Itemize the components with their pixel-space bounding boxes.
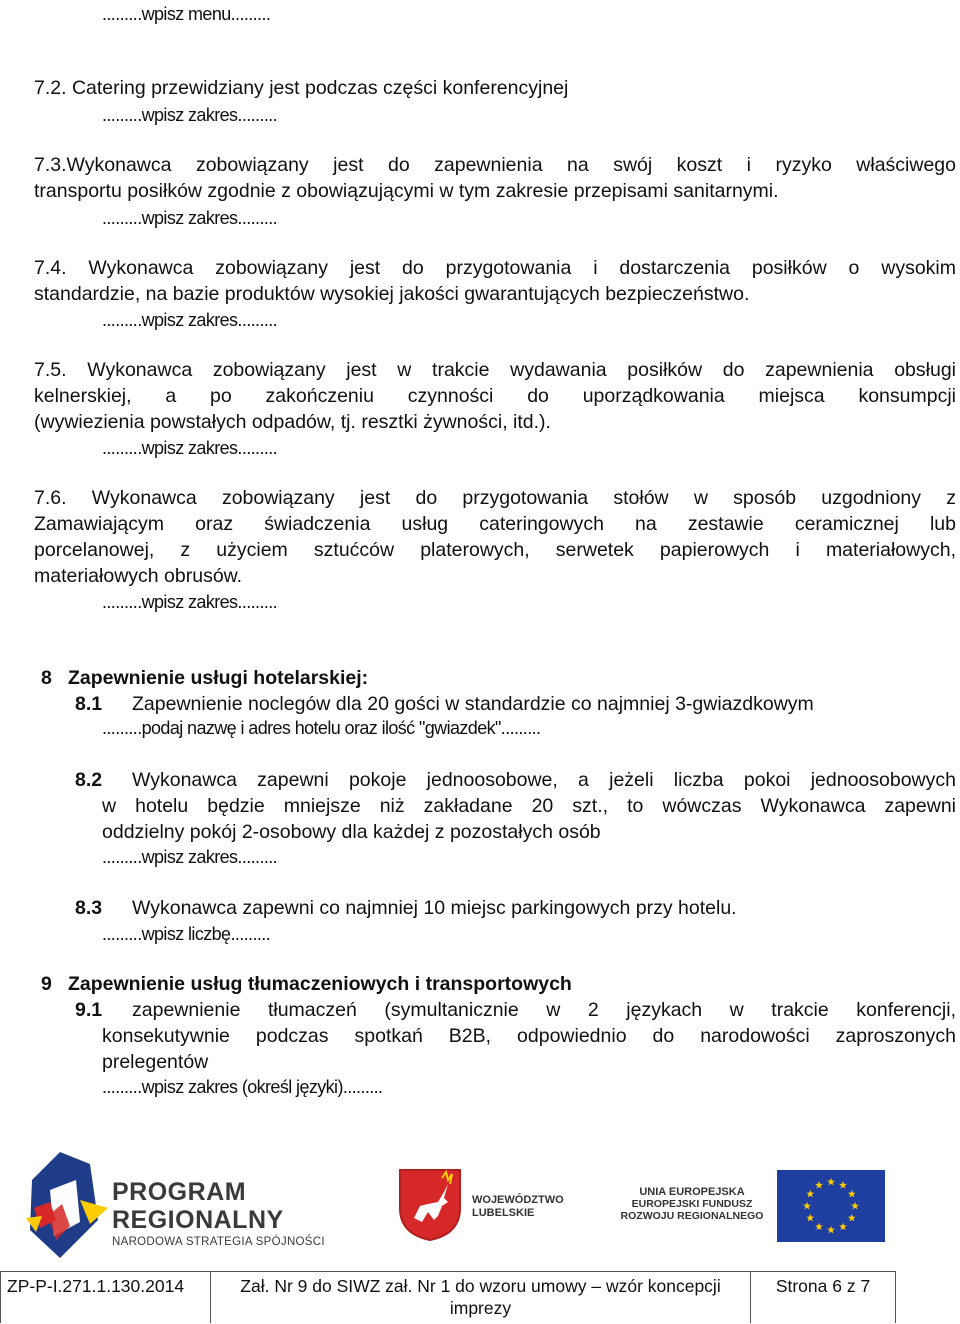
footer-ref: ZP-P-I.271.1.130.2014 — [7, 1276, 185, 1296]
item-number-major: 8. — [75, 693, 92, 715]
section-7-4-line1 — [34, 255, 956, 281]
fill-placeholder: .........wpisz zakres (określ języki)......... — [102, 1077, 383, 1097]
item-text: prelegentów — [102, 1051, 209, 1073]
item-number — [75, 895, 115, 921]
fill-placeholder: .........podaj nazwę i adres hotelu oraz ilość "gwiazdek"......... — [102, 718, 541, 738]
footer-middle-cell — [210, 1271, 751, 1323]
section-text: Wykonawca zobowiązany jest do przygotowania stołów w sposób uzgodniony z — [91, 487, 956, 509]
ue-line1: UNIA EUROPEJSKA — [639, 1186, 745, 1198]
section-8-number: 8 — [41, 667, 52, 689]
item-text: w hotelu będzie mniejsze niż zakładane 20 szt., to wówczas Wykonawca zapewni — [102, 795, 956, 817]
fill-placeholder: .........wpisz zakres......... — [102, 592, 278, 612]
section-text: Catering przewidziany jest podczas części konferencyjnej — [71, 77, 569, 99]
section-8-title: Zapewnienie usługi hotelarskiej: — [68, 667, 369, 689]
section-number: 7.3. — [34, 154, 67, 176]
section-text: Wykonawca zobowiązany jest do przygotowania i dostarczenia posiłków o wysokim — [88, 257, 956, 279]
eu-flag-icon — [777, 1170, 885, 1242]
footer-middle-line1: Zał. Nr 9 do SIWZ zał. Nr 1 do wzoru umowy – wzór koncepcji — [240, 1276, 721, 1296]
fill-placeholder: .........wpisz zakres......... — [102, 208, 278, 228]
section-text: Wykonawca zobowiązany jest do zapewnienia na swój koszt i ryzyko właściwego — [66, 154, 956, 176]
section-7-6-line1 — [34, 485, 956, 511]
footer-middle-line2: imprezy — [449, 1298, 512, 1318]
fill-placeholder: .........wpisz zakres......... — [102, 105, 278, 125]
section-number: 7.6. — [34, 487, 67, 509]
section-7-6-line2: Zamawiającym oraz świadczenia usług cateringowych na zestawie ceramicznej lub — [34, 513, 956, 535]
section-7-3-line2: transportu posiłków zgodnie z obowiązującymi w tym zakresie przepisami sanitarnymi. — [34, 180, 779, 202]
section-7-4-line2: standardzie, na bazie produktów wysokiej jakości gwarantujących bezpieczeństwo. — [34, 283, 750, 305]
ue-line2: EUROPEJSKI FUNDUSZ — [631, 1198, 753, 1210]
woj-line2: LUBELSKIE — [472, 1207, 535, 1219]
fill-placeholder: .........wpisz menu......... — [102, 4, 271, 24]
item-number-major: 8. — [75, 769, 92, 791]
section-7-5-line3: (wywiezienia powstałych odpadów, tj. resztki żywności, itd.). — [34, 411, 551, 433]
item-number-major: 9. — [75, 999, 92, 1021]
section-9-number: 9 — [41, 973, 52, 995]
section-number: 7.5. — [34, 359, 67, 381]
section-7-2 — [34, 75, 934, 101]
item-number — [75, 767, 115, 793]
program-regionalny-emblem-icon — [20, 1150, 110, 1260]
item-text: Wykonawca zapewni co najmniej 10 miejsc parkingowych przy hotelu. — [132, 897, 737, 919]
section-7-5-line2: kelnerskiej, a po zakończeniu czynności do uporządkowania miejsca konsumpcji — [34, 385, 956, 407]
fill-placeholder: .........wpisz zakres......... — [102, 310, 278, 330]
program-line2: REGIONALNY — [112, 1206, 284, 1234]
ue-line3: ROZWOJU REGIONALNEGO — [620, 1210, 764, 1222]
fill-placeholder: .........wpisz zakres......... — [102, 438, 278, 458]
item-text: zapewnienie tłumaczeń (symultanicznie w 2 językach w trakcie konferencji, — [132, 999, 956, 1021]
item-text: Zapewnienie noclegów dla 20 gości w standardzie co najmniej 3-gwiazdkowym — [132, 693, 814, 715]
program-line1: PROGRAM — [112, 1178, 247, 1206]
section-7-3-line1 — [34, 152, 956, 178]
footer-page: Strona 6 z 7 — [775, 1276, 871, 1296]
footer-page-cell — [750, 1271, 896, 1323]
ue-text — [612, 1186, 772, 1230]
section-7-6-line4: materiałowych obrusów. — [34, 565, 243, 587]
program-regionalny-logo — [20, 1150, 360, 1260]
section-7-6-line3: porcelanowej, z użyciem sztućców platerowych, serwetek papierowych i materiałowych, — [34, 539, 956, 561]
woj-line1: WOJEWÓDZTWO — [472, 1194, 564, 1206]
section-number: 7.2. — [34, 77, 67, 99]
item-text: Wykonawca zapewni pokoje jednoosobowe, a jeżeli liczba pokoi jednoosobowych — [132, 769, 956, 791]
program-subtitle: NARODOWA STRATEGIA SPÓJNOŚCI — [112, 1236, 325, 1248]
item-number-minor: 2 — [91, 769, 103, 791]
footer-ref-cell — [0, 1271, 211, 1323]
fill-placeholder: .........wpisz liczbę......... — [102, 924, 271, 944]
item-text: konsekutywnie podczas spotkań B2B, odpowiednio do narodowości zaproszonych — [102, 1025, 956, 1047]
item-number-minor: 1 — [91, 999, 103, 1021]
item-number — [75, 997, 115, 1023]
section-9-title: Zapewnienie usług tłumaczeniowych i transportowych — [68, 973, 572, 995]
item-text: oddzielny pokój 2-osobowy dla każdej z pozostałych osób — [102, 821, 601, 843]
item-number-major: 8. — [75, 897, 92, 919]
item-number — [75, 691, 115, 717]
wojewodztwo-lubelskie-logo — [398, 1168, 568, 1248]
item-number-minor: 3 — [91, 897, 103, 919]
item-number-minor: 1 — [91, 693, 103, 715]
section-7-5-line1 — [34, 357, 956, 383]
fill-placeholder: .........wpisz zakres......... — [102, 847, 278, 867]
section-text: Wykonawca zobowiązany jest w trakcie wydawania posiłków do zapewnienia obsługi — [87, 359, 957, 381]
lubelskie-coat-of-arms-icon — [398, 1168, 462, 1242]
section-number: 7.4. — [34, 257, 67, 279]
